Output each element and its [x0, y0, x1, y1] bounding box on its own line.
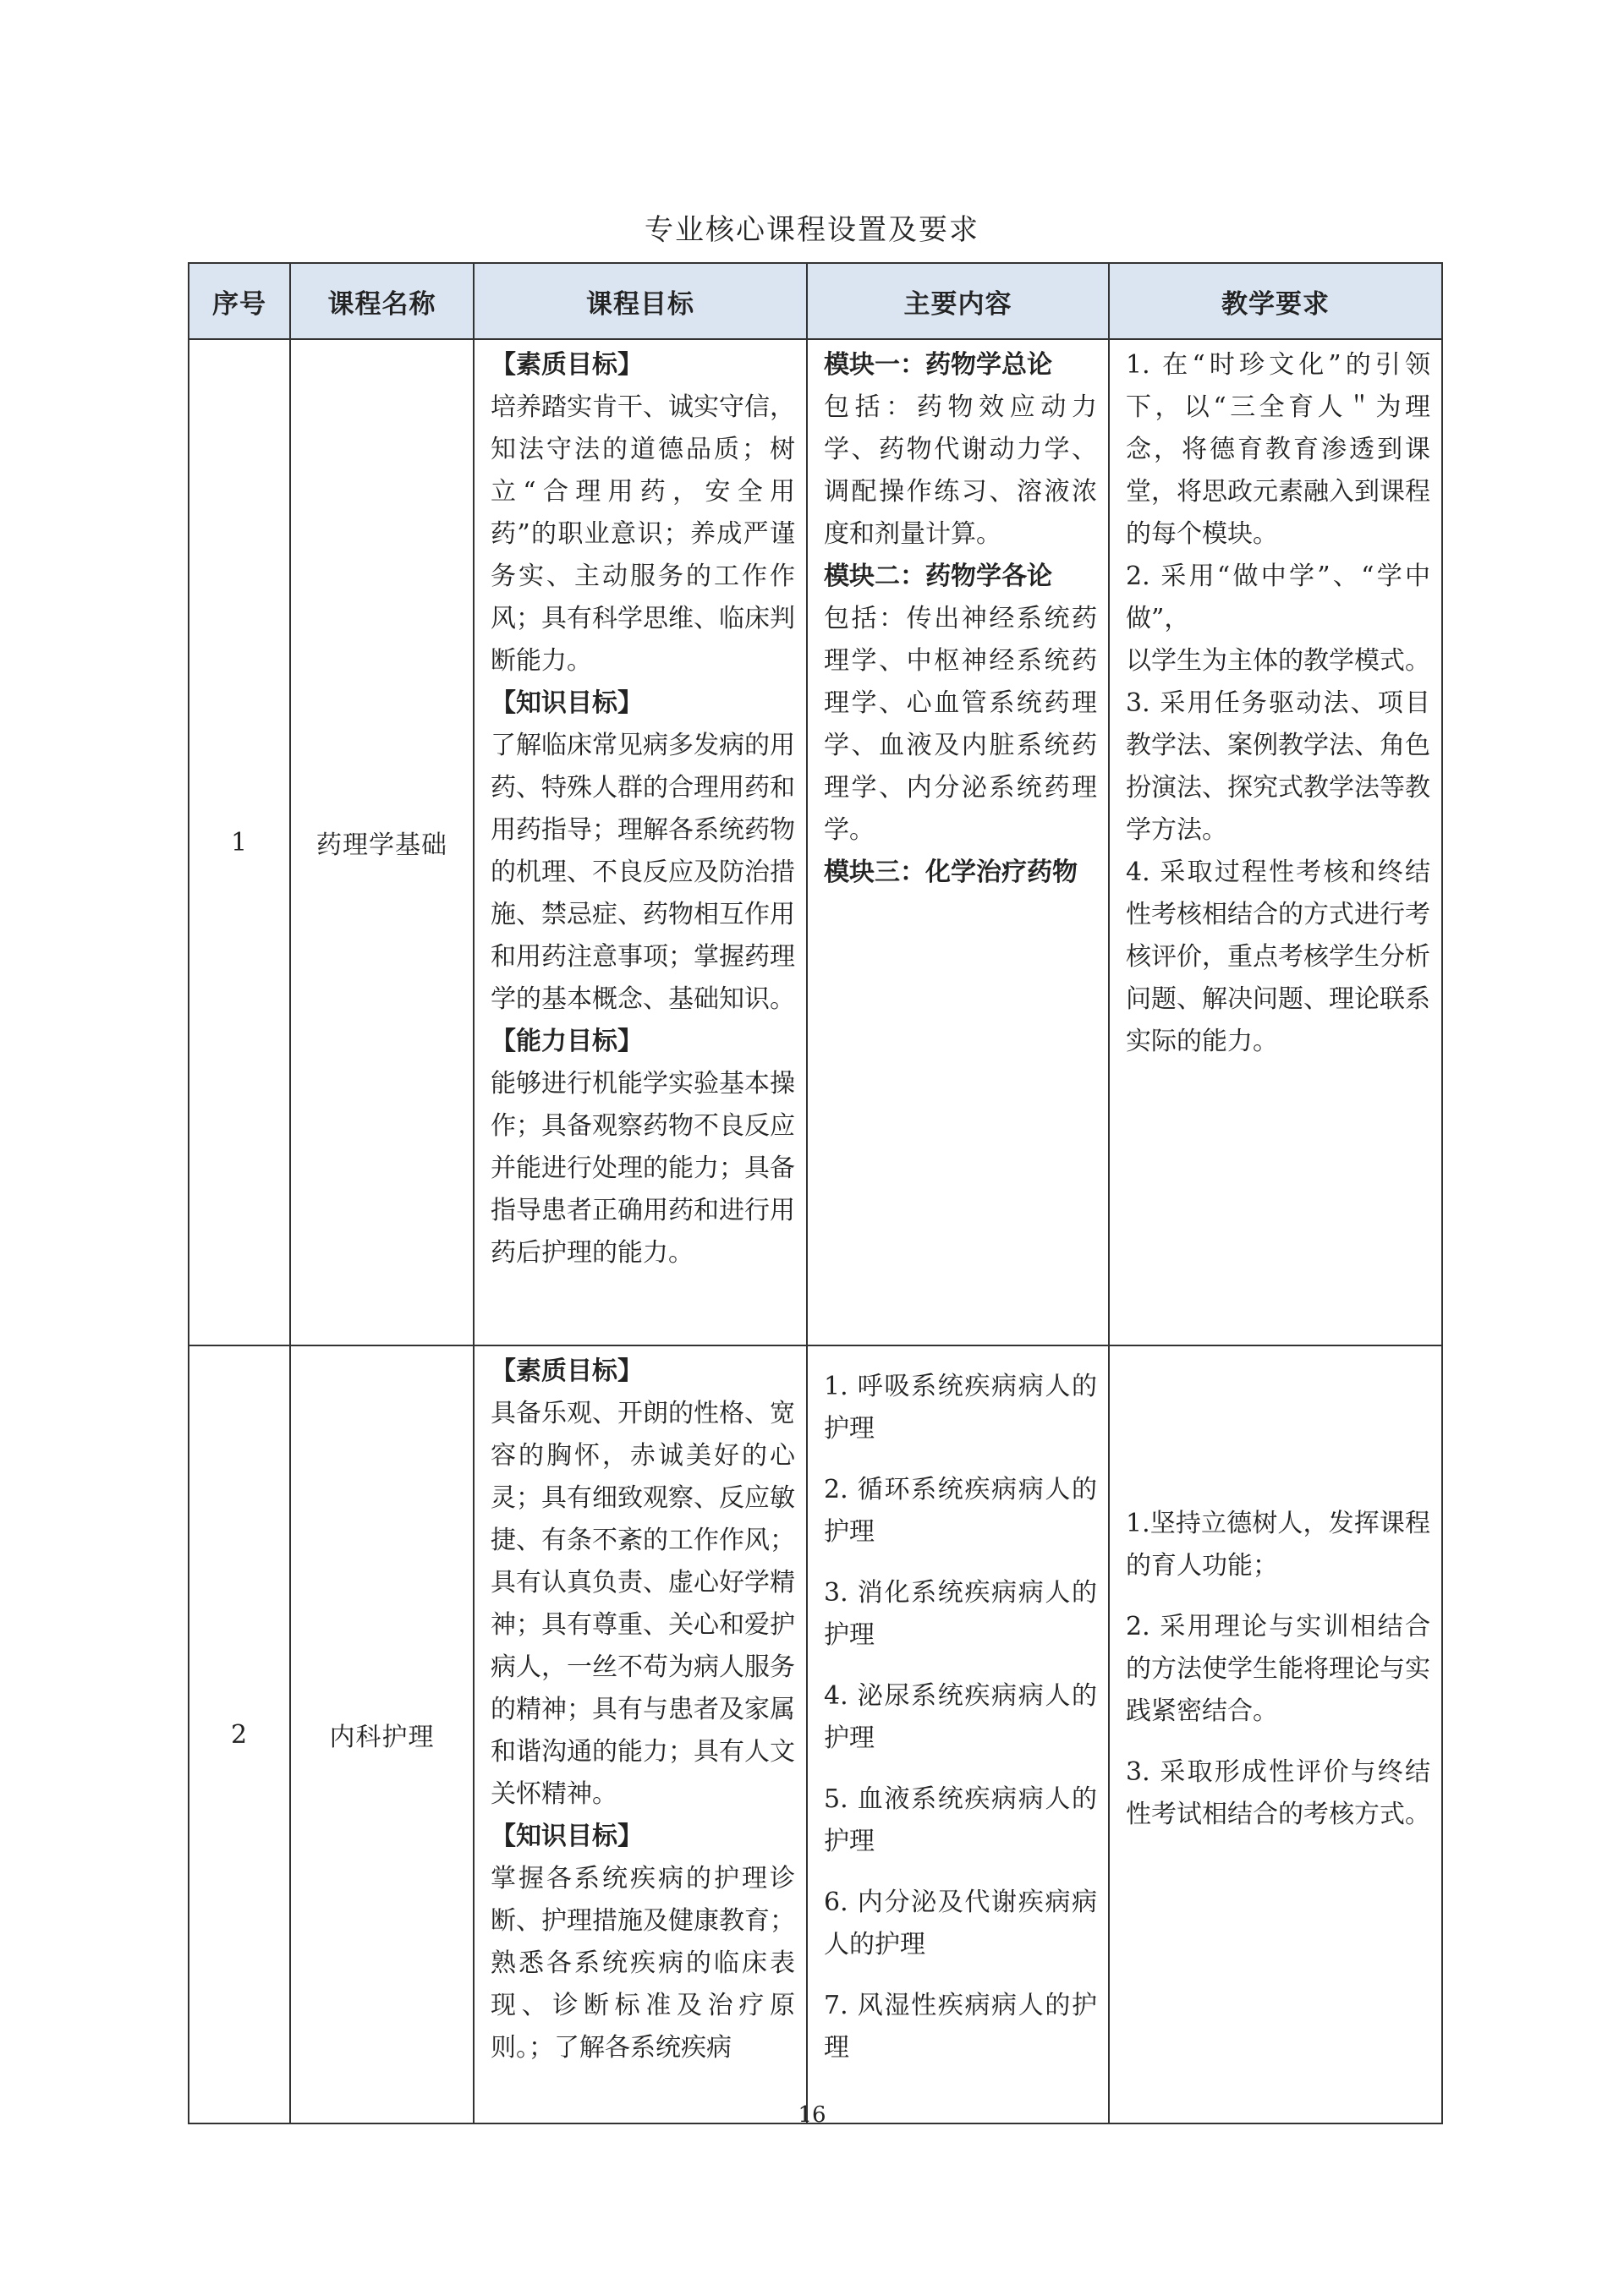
quality-goal-text: 培养踏实肯干、诚实守信，知法守法的道德品质；树立“合理用药，安全用药”的职业意识；养成严谨务实、主动服务的工作作风；具有科学思维、临床判断能力。	[491, 392, 795, 676]
module-1-text: 包括：药物效应动力学、药物代谢动力学、调配操作练习、溶液浓度和剂量计算。	[824, 392, 1097, 549]
content-item: 5. 血液系统疾病病人的护理	[824, 1784, 1097, 1856]
module-1-title: 模块一：药物学总论	[824, 350, 1052, 380]
table-row	[189, 1345, 1442, 2123]
quality-goal-text: 具备乐观、开朗的性格、宽容的胸怀，赤诚美好的心灵；具有细致观察、反应敏捷、有条不紊的工作作风；具有认真负责、虚心好学精神；具有尊重、关心和爱护病人，一丝不苟为病人服务的精神；具有与患者及家属和谐沟通的能力；具有人文关怀精神。	[491, 1399, 795, 1809]
content-item: 1. 呼吸系统疾病病人的护理	[824, 1372, 1097, 1444]
knowledge-goal-label: 【知识目标】	[491, 688, 643, 718]
header-course-goals: 课程目标	[474, 263, 807, 339]
content-item: 6. 内分泌及代谢疾病病人的护理	[824, 1888, 1097, 1959]
knowledge-goal-text: 了解临床常见病多发病的用药、特殊人群的合理用药和用药指导；理解各系统药物的机理、不良反应及防治措施、禁忌症、药物相互作用和用药注意事项；掌握药理学的基本概念、基础知识。	[491, 731, 795, 1014]
header-main-content: 主要内容	[807, 263, 1109, 339]
row-number: 1	[189, 339, 290, 1345]
page-title: 专业核心课程设置及要求	[645, 213, 979, 247]
course-goals-cell	[474, 339, 807, 1345]
requirement-item: 4. 采取过程性考核和终结性考核相结合的方式进行考核评价，重点考核学生分析问题、解决问题、理论联系实际的能力。	[1126, 858, 1430, 1056]
requirement-item: 3. 采用任务驱动法、项目教学法、案例教学法、角色扮演法、探究式教学法等教学方法。	[1126, 688, 1430, 845]
requirement-item: 2. 采用理论与实训相结合的方法使学生能将理论与实践紧密结合。	[1126, 1612, 1430, 1726]
requirement-item: 2. 采用“做中学”、“学中做”，	[1126, 562, 1430, 633]
quality-goal-label: 【素质目标】	[491, 1356, 643, 1386]
requirement-item: 以学生为主体的教学模式。	[1126, 646, 1430, 676]
header-course-name: 课程名称	[290, 263, 474, 339]
course-name: 内科护理	[290, 1345, 474, 2123]
teaching-requirements-cell	[1109, 1345, 1442, 2123]
row-number: 2	[189, 1345, 290, 2123]
content-item: 3. 消化系统疾病病人的护理	[824, 1578, 1097, 1650]
content-item: 4. 泌尿系统疾病病人的护理	[824, 1681, 1097, 1753]
knowledge-goal-label: 【知识目标】	[491, 1822, 643, 1851]
header-num: 序号	[189, 263, 290, 339]
course-goals-cell	[474, 1345, 807, 2123]
course-name: 药理学基础	[290, 339, 474, 1345]
ability-goal-text: 能够进行机能学实验基本操作；具备观察药物不良反应并能进行处理的能力；具备指导患者正确用药和进行用药后护理的能力。	[491, 1069, 795, 1268]
header-teaching-requirements: 教学要求	[1109, 263, 1442, 339]
content-item: 2. 循环系统疾病病人的护理	[824, 1475, 1097, 1547]
table-header-row	[189, 263, 1442, 339]
knowledge-goal-text: 掌握各系统疾病的护理诊断、护理措施及健康教育；熟悉各系统疾病的临床表现、诊断标准及治疗原则。；了解各系统疾病	[491, 1864, 795, 2063]
main-content-cell	[807, 1345, 1109, 2123]
content-item: 7. 风湿性疾病病人的护理	[824, 1991, 1097, 2063]
teaching-requirements-cell	[1109, 339, 1442, 1345]
requirement-item: 3. 采取形成性评价与终结性考试相结合的考核方式。	[1126, 1757, 1430, 1829]
module-3-title: 模块三：化学治疗药物	[824, 858, 1078, 887]
table-row	[189, 339, 1442, 1345]
ability-goal-label: 【能力目标】	[491, 1027, 643, 1056]
quality-goal-label: 【素质目标】	[491, 350, 643, 380]
module-2-text: 包括：传出神经系统药理学、中枢神经系统药理学、心血管系统药理学、血液及内脏系统药理学、内分泌系统药理学。	[824, 604, 1097, 845]
requirement-item: 1. 在“时珍文化”的引领下，以“三全育人＂为理念，将德育教育渗透到课堂，将思政元素融入到课程的每个模块。	[1126, 350, 1430, 549]
requirement-item: 1.坚持立德树人，发挥课程的育人功能；	[1126, 1509, 1430, 1581]
module-2-title: 模块二：药物学各论	[824, 562, 1052, 591]
main-content-cell	[807, 339, 1109, 1345]
page-number: 16	[798, 2102, 826, 2128]
course-table	[188, 262, 1443, 2124]
